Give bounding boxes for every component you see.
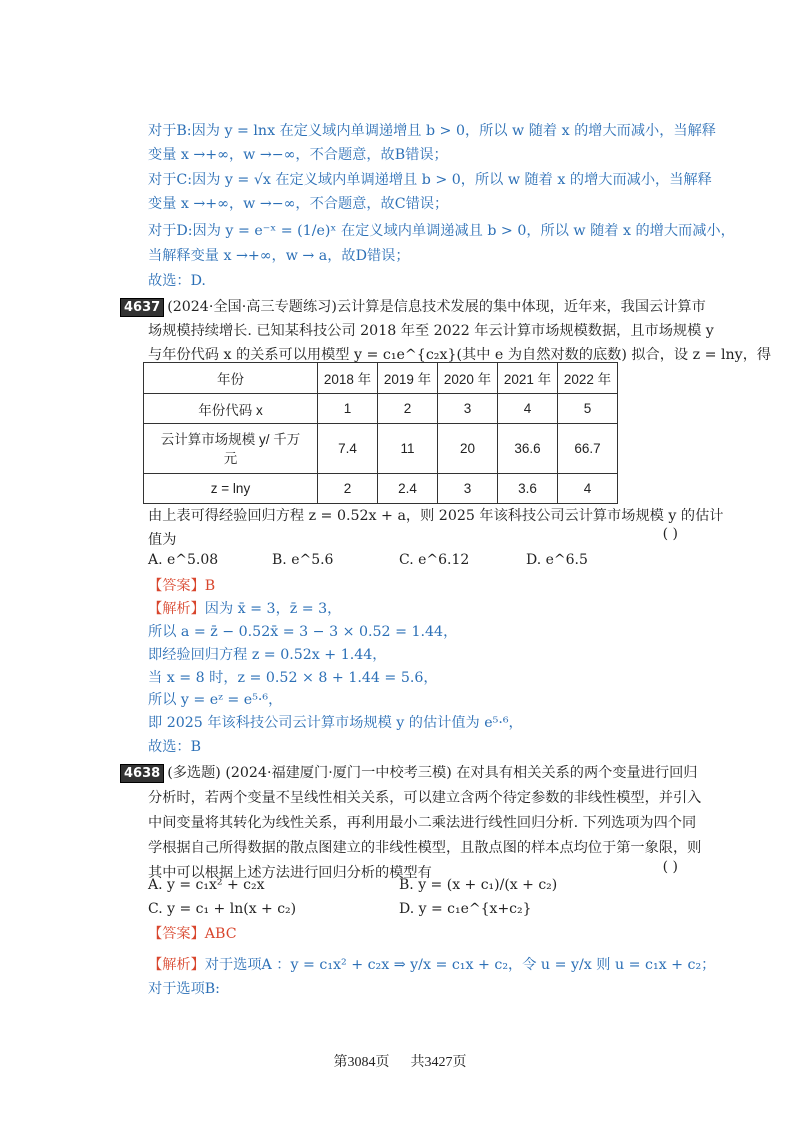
table-header-cell: 2019 年 (378, 363, 438, 394)
table-cell: 5 (558, 394, 618, 424)
table-cell (144, 424, 318, 474)
table-cell: 3 (438, 474, 498, 504)
analysis-text: 对于选项A ：y = c₁x² + c₂x ⇒ y/x = c₁x + c₂，令 u = y/x 则 u = c₁x + c₂； (204, 957, 716, 973)
solution-line: 变量 x →+∞，w →−∞，不合题意，故B错误； (148, 147, 448, 163)
solution-line: 对于C:因为 y = √x 在定义域内单调递增且 b > 0，所以 w 随着 x 的增大而减小，当解释 (148, 172, 712, 188)
table-row (144, 474, 618, 504)
table-header-row (144, 363, 618, 394)
solution-line: 对于D:因为 y = e⁻ˣ = (1/e)ˣ 在定义域内单调递减且 b > 0，所以 w 随着 x 的增大而减小， (148, 223, 735, 239)
answer-label: 【答案】 (148, 926, 205, 942)
solution-line: 故选：D. (148, 273, 206, 289)
question-number-badge: 4638 (120, 764, 164, 783)
option-c: C. e^6.12 (399, 552, 470, 568)
analysis-line (148, 955, 715, 975)
answer-parentheses: ( ) (662, 859, 678, 875)
table-cell-line: 云计算市场规模 y/ 千万 (160, 431, 301, 447)
option-b: B. y = (x + c₁)/(x + c₂) (399, 877, 558, 893)
option-a: A. e^5.08 (148, 552, 219, 568)
page-total: 共3427页 (410, 1055, 467, 1070)
answer-line (148, 924, 237, 944)
question-stem-line: 其中可以根据上述方法进行回归分析的模型有 (148, 865, 432, 881)
question-stem-line: 学根据自己所得数据的散点图建立的非线性模型，且散点图的样本点均位于第一象限，则 (148, 840, 702, 856)
table-row (144, 424, 618, 474)
table-row (144, 394, 618, 424)
table-header-cell: 年份 (144, 363, 318, 394)
solution-line: 当解释变量 x →+∞，w → a，故D错误； (148, 248, 410, 264)
analysis-line: 即 2025 年该科技公司云计算市场规模 y 的估计值为 e⁵·⁶， (148, 715, 523, 731)
question-stem-line: 值为 (148, 532, 177, 548)
question-stem-line (120, 297, 706, 317)
table-header-cell: 2022 年 (558, 363, 618, 394)
question-stem-line: 与年份代码 x 的关系可以用模型 y = c₁e^{c₂x}(其中 e 为自然对数的底数) 拟合，设 z = lny，得 (148, 347, 772, 363)
table-cell: 4 (558, 474, 618, 504)
option-d: D. y = c₁e^{x+c₂} (399, 901, 532, 917)
question-text: (多选题) (2024·福建厦门·厦门一中校考三模) 在对具有相关关系的两个变量进行回归 (167, 765, 698, 781)
data-table (143, 362, 618, 504)
table-cell: 11 (378, 424, 438, 474)
question-stem-line: 场规模持续增长. 已知某科技公司 2018 年至 2022 年云计算市场规模数据，且市场规模 y (148, 323, 714, 339)
question-text: (2024·全国·高三专题练习)云计算是信息技术发展的集中体现，近年来，我国云计算市 (167, 299, 706, 315)
table-header-cell: 2020 年 (438, 363, 498, 394)
analysis-label: 【解析】 (148, 957, 205, 973)
question-stem-line (120, 763, 697, 783)
analysis-line (148, 599, 341, 619)
table-cell: 7.4 (318, 424, 378, 474)
question-stem-line: 分析时，若两个变量不呈线性相关关系，可以建立含两个待定参数的非线性模型，并引入 (148, 790, 702, 806)
answer-value: ABC (204, 926, 237, 942)
analysis-line: 即经验回归方程 z = 0.52x + 1.44， (148, 647, 387, 663)
analysis-label: 【解析】 (148, 601, 205, 617)
option-c: C. y = c₁ + ln(x + c₂) (148, 901, 297, 917)
table-cell: 3.6 (498, 474, 558, 504)
analysis-line: 所以 y = eᶻ = e⁵·⁶， (148, 692, 283, 708)
question-stem-line: 由上表可得经验回归方程 z = 0.52x + a，则 2025 年该科技公司云计算市场规模 y 的估计 (148, 508, 724, 524)
answer-label: 【答案】 (148, 578, 205, 594)
page-footer (0, 1051, 800, 1071)
table-cell: 2.4 (378, 474, 438, 504)
table-cell: z = lny (144, 474, 318, 504)
table-cell: 年份代码 x (144, 394, 318, 424)
solution-line: 变量 x →+∞，w →−∞，不合题意，故C错误； (148, 196, 449, 212)
analysis-line: 所以 a = z̄ − 0.52x̄ = 3 − 3 × 0.52 = 1.44， (148, 624, 458, 640)
table-cell-line: 元 (223, 450, 238, 466)
question-number-badge: 4637 (120, 298, 164, 317)
answer-parentheses: ( ) (662, 526, 678, 542)
table-cell: 3 (438, 394, 498, 424)
table-header-cell: 2021 年 (498, 363, 558, 394)
analysis-line: 对于选项B: (148, 981, 220, 997)
table-cell: 4 (498, 394, 558, 424)
table-cell: 2 (318, 474, 378, 504)
question-stem-line: 中间变量将其转化为线性关系，再利用最小二乘法进行线性回归分析. 下列选项为四个同 (148, 815, 697, 831)
analysis-line: 故选：B (148, 739, 201, 755)
table-cell: 36.6 (498, 424, 558, 474)
option-d: D. e^6.5 (526, 552, 588, 568)
table-cell: 20 (438, 424, 498, 474)
analysis-text: 因为 x̄ = 3，z̄ = 3， (204, 601, 342, 617)
analysis-line: 当 x = 8 时，z = 0.52 × 8 + 1.44 = 5.6， (148, 670, 438, 686)
solution-line: 对于B:因为 y = lnx 在定义域内单调递增且 b > 0，所以 w 随着 x 的增大而减小，当解释 (148, 123, 716, 139)
page-number: 第3084页 (333, 1055, 390, 1070)
answer-line (148, 576, 215, 596)
table-cell: 2 (378, 394, 438, 424)
option-a: A. y = c₁x² + c₂x (148, 877, 265, 893)
table-header-cell: 2018 年 (318, 363, 378, 394)
table-cell: 1 (318, 394, 378, 424)
answer-value: B (204, 578, 216, 594)
option-b: B. e^5.6 (272, 552, 334, 568)
table-cell: 66.7 (558, 424, 618, 474)
